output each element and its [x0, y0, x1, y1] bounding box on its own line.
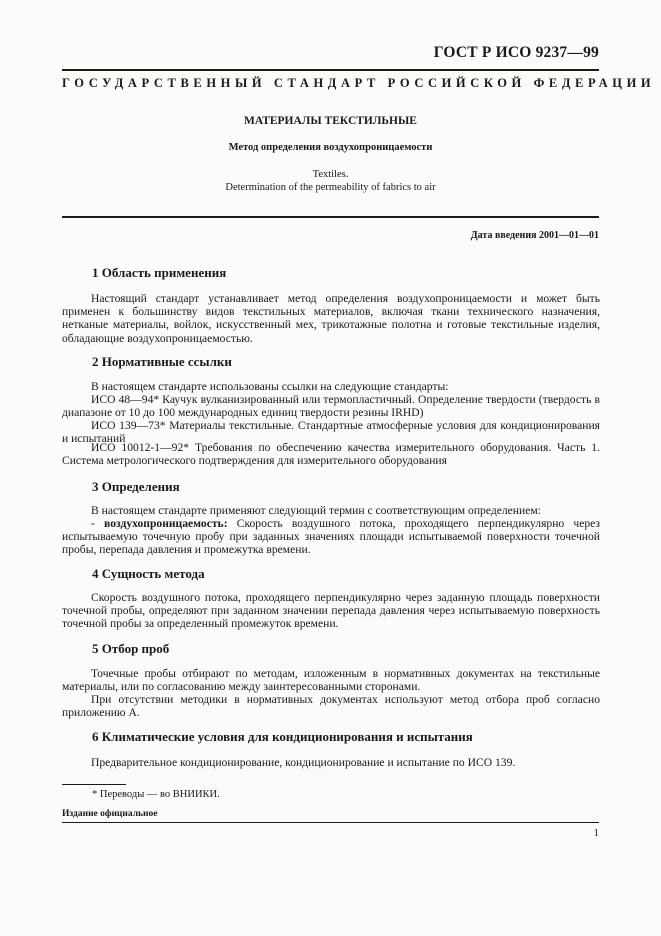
term-definition: [62, 517, 600, 557]
footer-rule: [62, 822, 599, 823]
reference-iso-10012: ИСО 10012-1—92* Требования по обеспечению качества измерительного оборудования. Часть 1. Система метрологического подтверждения для измерительного оборудования: [62, 441, 600, 468]
page-number: 1: [593, 827, 599, 839]
term-definition-text: Скорость воздушного потока, проходящего перпендикулярно через испытываемую точечную пробу при заданных значениях площади испытываемой поверхности точечной пробы, перепада давления и промежутка времени.: [62, 517, 600, 557]
section-2-heading: 2 Нормативные ссылки: [92, 354, 232, 369]
document-number: ГОСТ Р ИСО 9237—99: [433, 44, 599, 61]
section-1-text: Настоящий стандарт устанавливает метод определения воздухопроницаемости и может быть применен к большинству видов текстильных материалов, включая ткани технического назначения, нетканые материалы, войлок, искусственный мех, трикотажные полотна и готовые текстильные изделия, обладающие воздухопроницаемостью.: [62, 292, 600, 345]
reference-iso-48: ИСО 48—94* Каучук вулканизированный или термопластичный. Определение твердости (твердость в диапазоне от 10 до 100 международных единиц твердости резины IRHD): [62, 393, 600, 420]
document-title: МАТЕРИАЛЫ ТЕКСТИЛЬНЫЕ: [244, 115, 417, 127]
term-prefix: -: [91, 517, 105, 530]
footnote: * Переводы — во ВНИИКИ.: [92, 789, 220, 800]
english-title-line2: Determination of the permeability of fabrics to air: [225, 182, 436, 193]
term-name: воздухопроницаемость:: [104, 517, 228, 530]
section-6-text: Предварительное кондиционирование, кондиционирование и испытание по ИСО 139.: [91, 756, 516, 769]
section-4-heading: 4 Сущность метода: [92, 566, 205, 581]
section-2-intro: В настоящем стандарте использованы ссылки на следующие стандарты:: [91, 380, 449, 393]
section-6-heading: 6 Климатические условия для кондиционирования и испытания: [92, 729, 473, 744]
footnote-rule: [62, 784, 126, 785]
reference-iso-139: ИСО 139—73* Материалы текстильные. Стандартные атмосферные условия для кондиционирования и испытаний: [62, 419, 600, 446]
section-4-text: Скорость воздушного потока, проходящего перпендикулярно через заданную площадь поверхности точечной пробы, определяют при заданном значении перепада давления через испытываемую поверхность точечной пробы за определенный промежуток времени.: [62, 591, 600, 631]
official-edition-label: Издание официальное: [62, 809, 158, 819]
english-title-line1: Textiles.: [312, 169, 349, 180]
title-rule: [62, 216, 599, 218]
section-3-heading: 3 Определения: [92, 479, 180, 494]
english-title: [62, 168, 599, 194]
section-5-heading: 5 Отбор проб: [92, 641, 170, 656]
section-5-text-1: Точечные пробы отбирают по методам, изложенным в нормативных документах на текстильные материалы, или по согласованию между заинтересованными сторонами.: [62, 667, 600, 694]
section-5-text-2: При отсутствии методики в нормативных документах используют метод отбора проб согласно приложению А.: [62, 693, 600, 720]
introduction-date: Дата введения 2001—01—01: [470, 230, 599, 241]
document-subtitle: Метод определения воздухопроницаемости: [228, 142, 433, 153]
section-1-heading: 1 Область применения: [92, 265, 227, 280]
state-standard-banner: ГОСУДАРСТВЕННЫЙ СТАНДАРТ РОССИЙСКОЙ ФЕДЕРАЦИИ: [62, 76, 656, 90]
header-rule: [62, 69, 599, 71]
section-3-intro: В настоящем стандарте применяют следующий термин с соответствующим определением:: [91, 504, 541, 517]
